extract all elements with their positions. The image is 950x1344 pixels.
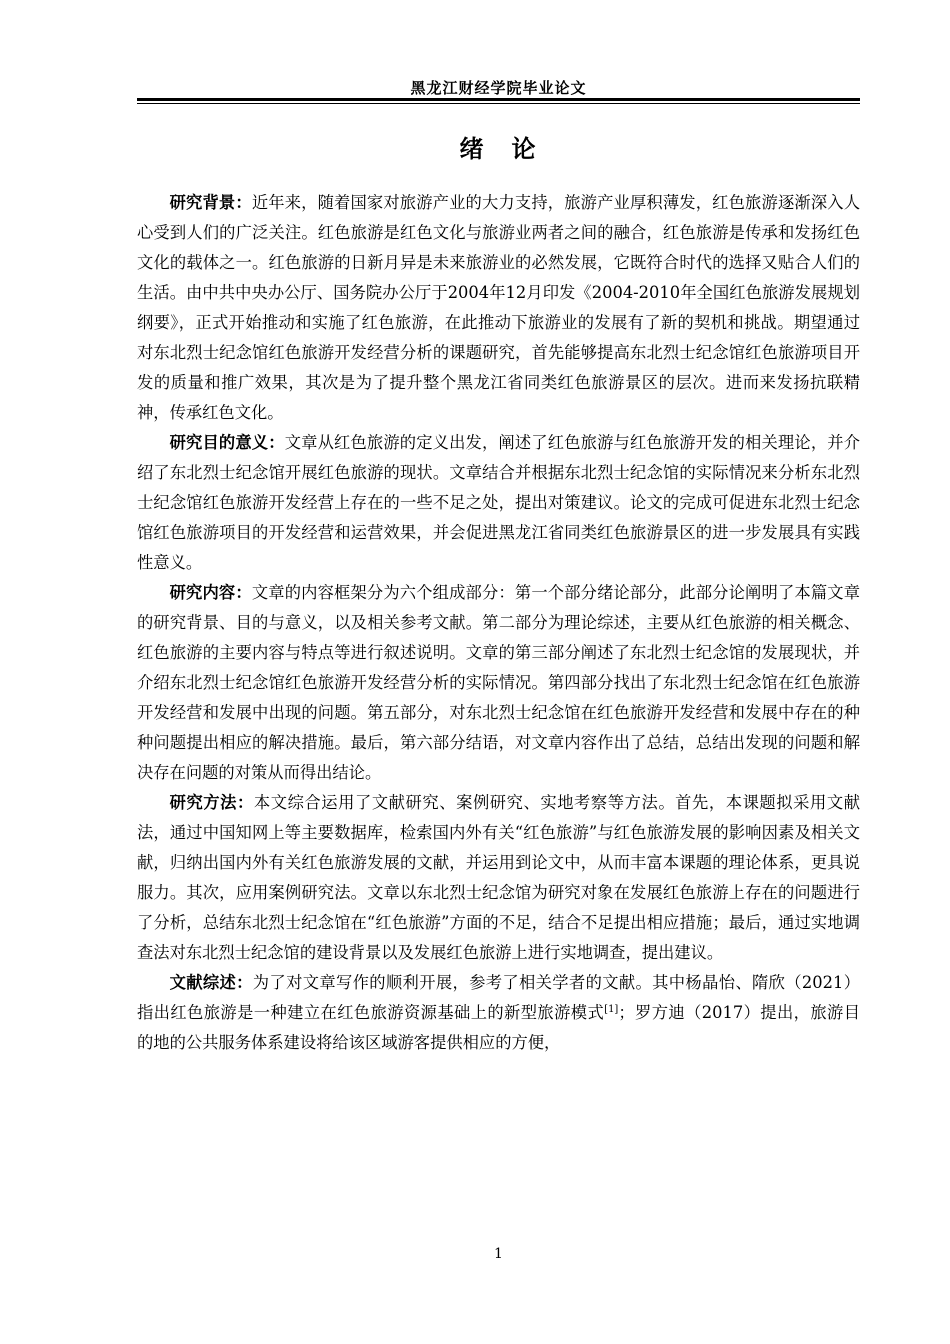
paragraph-text-continued: ；罗方迪（2017）提出，旅游目的地的公共服务体系建设将给该区域游客提供相应的方便， [137,1003,860,1052]
paragraph-review [137,968,860,1058]
paragraph-lead: 研究内容： [169,583,252,602]
chapter-title: 绪 论 [459,134,538,163]
paragraph-lead: 研究方法： [169,793,254,812]
paragraph-text: 文章的内容框架分为六个组成部分：第一个部分绪论部分，此部分论阐明了本篇文章的研究背景、目的与意义，以及相关参考文献。第二部分为理论综述，主要从红色旅游的相关概念、红色旅游的主要内容与特点等进行叙述说明。文章的第三部分阐述了东北烈士纪念馆的发展现状，并介绍东北烈士纪念馆红色旅游开发经营分析的实际情况。第四部分找出了东北烈士纪念馆在红色旅游开发经营和发展中出现的问题。第五部分，对东北烈士纪念馆在红色旅游开发经营和发展中存在的种种问题提出相应的解决措施。最后，第六部分结语，对文章内容作出了总结，总结出发现的问题和解决存在问题的对策从而得出结论。 [137,583,860,782]
paragraph-text: 为了对文章写作的顺利开展，参考了相关学者的文献。其中杨晶怡、隋欣（2021）指出红色旅游是一种建立在红色旅游资源基础上的新型旅游模式 [137,973,860,1022]
paragraph-text: 本文综合运用了文献研究、案例研究、实地考察等方法。首先，本课题拟采用文献法，通过中国知网上等主要数据库，检索国内外有关“红色旅游”与红色旅游发展的影响因素及相关文献，归纳出国内外有关红色旅游发展的文献，并运用到论文中，从而丰富本课题的理论体系，更具说服力。其次，应用案例研究法。文章以东北烈士纪念馆为研究对象在发展红色旅游上存在的问题进行了分析，总结东北烈士纪念馆在“红色旅游”方面的不足，结合不足提出相应措施；最后，通过实地调查法对东北烈士纪念馆的建设背景以及发展红色旅游上进行实地调查，提出建议。 [137,793,860,962]
paragraph-lead: 研究背景： [169,193,252,212]
header-title: 黑龙江财经学院毕业论文 [410,79,587,97]
header-rule-thick [137,98,860,101]
paragraph-lead: 研究目的意义： [169,433,285,452]
paragraph-text: 文章从红色旅游的定义出发，阐述了红色旅游与红色旅游开发的相关理论，并介绍了东北烈士纪念馆开展红色旅游的现状。文章结合并根据东北烈士纪念馆的实际情况来分析东北烈士纪念馆红色旅游开发经营上存在的一些不足之处，提出对策建议。论文的完成可促进东北烈士纪念馆红色旅游项目的开发经营和运营效果，并会促进黑龙江省同类红色旅游景区的进一步发展具有实践性意义。 [137,433,860,572]
page-number: 1 [494,1246,503,1262]
header-rule-thin [137,103,860,104]
body-text [137,188,860,1058]
paragraph-purpose [137,428,860,578]
paragraph-content [137,578,860,788]
running-header [137,78,860,98]
paragraph-text: 近年来，随着国家对旅游产业的大力支持，旅游产业厚积薄发，红色旅游逐渐深入人心受到人们的广泛关注。红色旅游是红色文化与旅游业两者之间的融合，红色旅游是传承和发扬红色文化的载体之一。红色旅游的日新月异是未来旅游业的必然发展，它既符合时代的选择又贴合人们的生活。由中共中央办公厅、国务院办公厅于2004年12月印发《2004-2010年全国红色旅游发展规划纲要》，正式开始推动和实施了红色旅游，在此推动下旅游业的发展有了新的契机和挑战。期望通过对东北烈士纪念馆红色旅游开发经营分析的课题研究，首先能够提高东北烈士纪念馆红色旅游项目开发的质量和推广效果，其次是为了提升整个黑龙江省同类红色旅游景区的层次。进而来发扬抗联精神，传承红色文化。 [137,193,860,422]
paragraph-method [137,788,860,968]
paragraph-background [137,188,860,428]
citation-ref: [1] [604,1004,619,1015]
paragraph-lead: 文献综述： [169,973,253,992]
